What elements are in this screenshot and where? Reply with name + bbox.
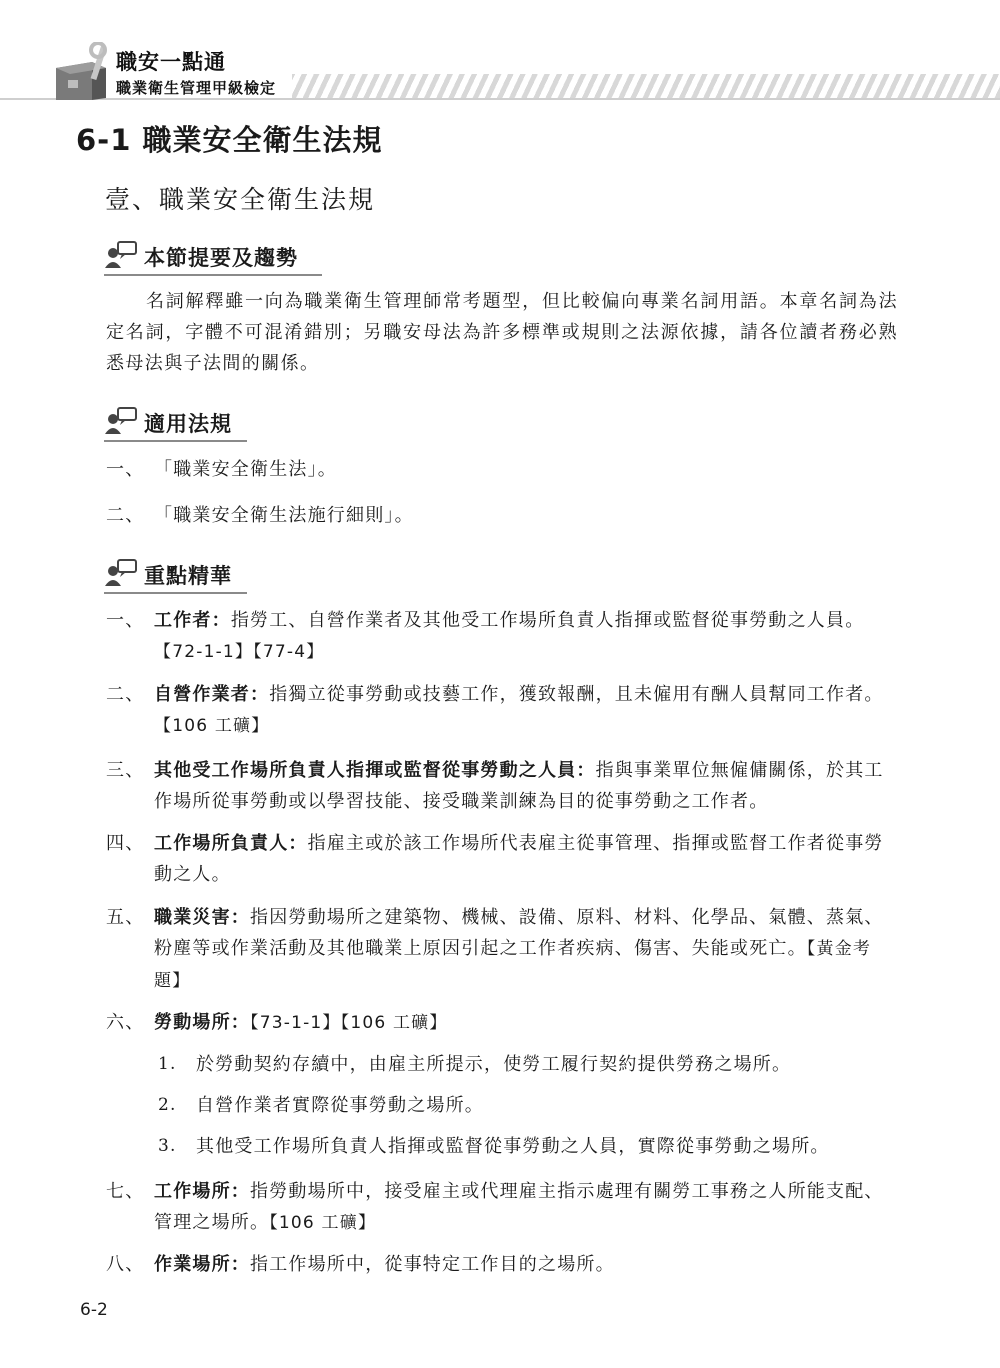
speech-bubble-person-icon xyxy=(104,558,140,588)
page-header xyxy=(0,0,1000,110)
exam-reference: 【106 工礦】 xyxy=(269,1213,377,1233)
toolbox-icon xyxy=(52,42,110,102)
definition-item: 六、 勞動場所：【73-1-1】【106 工礦】 xyxy=(106,1012,448,1033)
brand-title: 職安一點通 xyxy=(116,50,226,74)
definition-term: 工作場所： xyxy=(154,1181,250,1202)
sub-list-item: 2. 自營作業者實際從事勞動之場所。 xyxy=(158,1095,484,1116)
definition-term: 工作者： xyxy=(154,610,231,631)
speech-bubble-person-icon xyxy=(104,406,140,436)
speech-bubble-person-icon xyxy=(104,240,140,270)
exam-reference: 【黃金考題】 xyxy=(154,939,872,991)
summary-paragraph: 名詞解釋雖一向為職業衛生管理師常考題型，但比較偏向專業名詞用語。本章名詞為法定名詞，字體不可混淆錯別；另職安母法為許多標準或規則之法源依據，請各位讀者務必熟悉母法與子法間的關係。 xyxy=(106,291,898,374)
section-title: 壹、職業安全衛生法規 xyxy=(105,185,376,214)
header-divider xyxy=(0,98,1000,100)
definition-term: 自營作業者： xyxy=(154,684,270,705)
definition-item: 四、 工作場所負責人：指雇主或於該工作場所代表雇主從事管理、指揮或監督工作者從事勞動之人。 xyxy=(106,833,884,885)
list-item: 一、 「職業安全衛生法」。 xyxy=(106,459,337,480)
definition-item: 七、 工作場所：指勞動場所中，接受雇主或代理雇主指示處理有關勞工事務之人所能支配、管理之場所。【106 工礦】 xyxy=(106,1181,884,1233)
definition-term: 作業場所： xyxy=(154,1254,250,1275)
definition-term: 其他受工作場所負責人指揮或監督從事勞動之人員： xyxy=(154,760,596,781)
exam-reference: 【106 工礦】 xyxy=(154,716,270,736)
definition-term: 工作場所負責人： xyxy=(154,833,308,854)
sub-list-item: 3. 其他受工作場所負責人指揮或監督從事勞動之人員，實際從事勞動之場所。 xyxy=(158,1136,830,1157)
list-item: 二、 「職業安全衛生法施行細則」。 xyxy=(106,505,414,526)
subheading-label: 本節提要及趨勢 xyxy=(144,246,298,270)
definition-item: 三、 其他受工作場所負責人指揮或監督從事勞動之人員：指與事業單位無僱傭關係，於其工作場所從事勞動或以學習技能、接受職業訓練為目的從事勞動之工作者。 xyxy=(106,760,884,812)
subheading-underline xyxy=(104,592,247,594)
sub-list-item: 1. 於勞動契約存續中，由雇主所提示，使勞工履行契約提供勞務之場所。 xyxy=(158,1054,792,1075)
subheading-underline xyxy=(104,440,247,442)
definition-item: 二、 自營作業者：指獨立從事勞動或技藝工作，獲致報酬，且未僱用有酬人員幫同工作者。【106 工礦】 xyxy=(106,684,884,736)
subheading-underline xyxy=(104,274,322,276)
exam-reference: 【73-1-1】【106 工礦】 xyxy=(250,1013,448,1033)
definition-item: 一、 工作者：指勞工、自營作業者及其他受工作場所負責人指揮或監督從事勞動之人員。【72-1-1】【77-4】 xyxy=(106,610,865,662)
subheading-label: 重點精華 xyxy=(144,564,232,588)
definition-term: 職業災害： xyxy=(154,907,250,928)
definition-term: 勞動場所： xyxy=(154,1012,250,1033)
page-number: 6-2 xyxy=(80,1300,108,1320)
definition-item: 五、 職業災害：指因勞動場所之建築物、機械、設備、原料、材料、化學品、氣體、蒸氣、粉塵等或作業活動及其他職業上原因引起之工作者疾病、傷害、失能或死亡。【黃金考題】 xyxy=(106,907,884,991)
chapter-title: 6-1 職業安全衛生法規 xyxy=(76,123,383,157)
definition-item: 八、 作業場所：指工作場所中，從事特定工作目的之場所。 xyxy=(106,1254,615,1275)
brand-subtitle: 職業衛生管理甲級檢定 xyxy=(116,79,277,97)
subheading-label: 適用法規 xyxy=(144,412,232,436)
exam-reference: 【72-1-1】【77-4】 xyxy=(154,642,325,662)
